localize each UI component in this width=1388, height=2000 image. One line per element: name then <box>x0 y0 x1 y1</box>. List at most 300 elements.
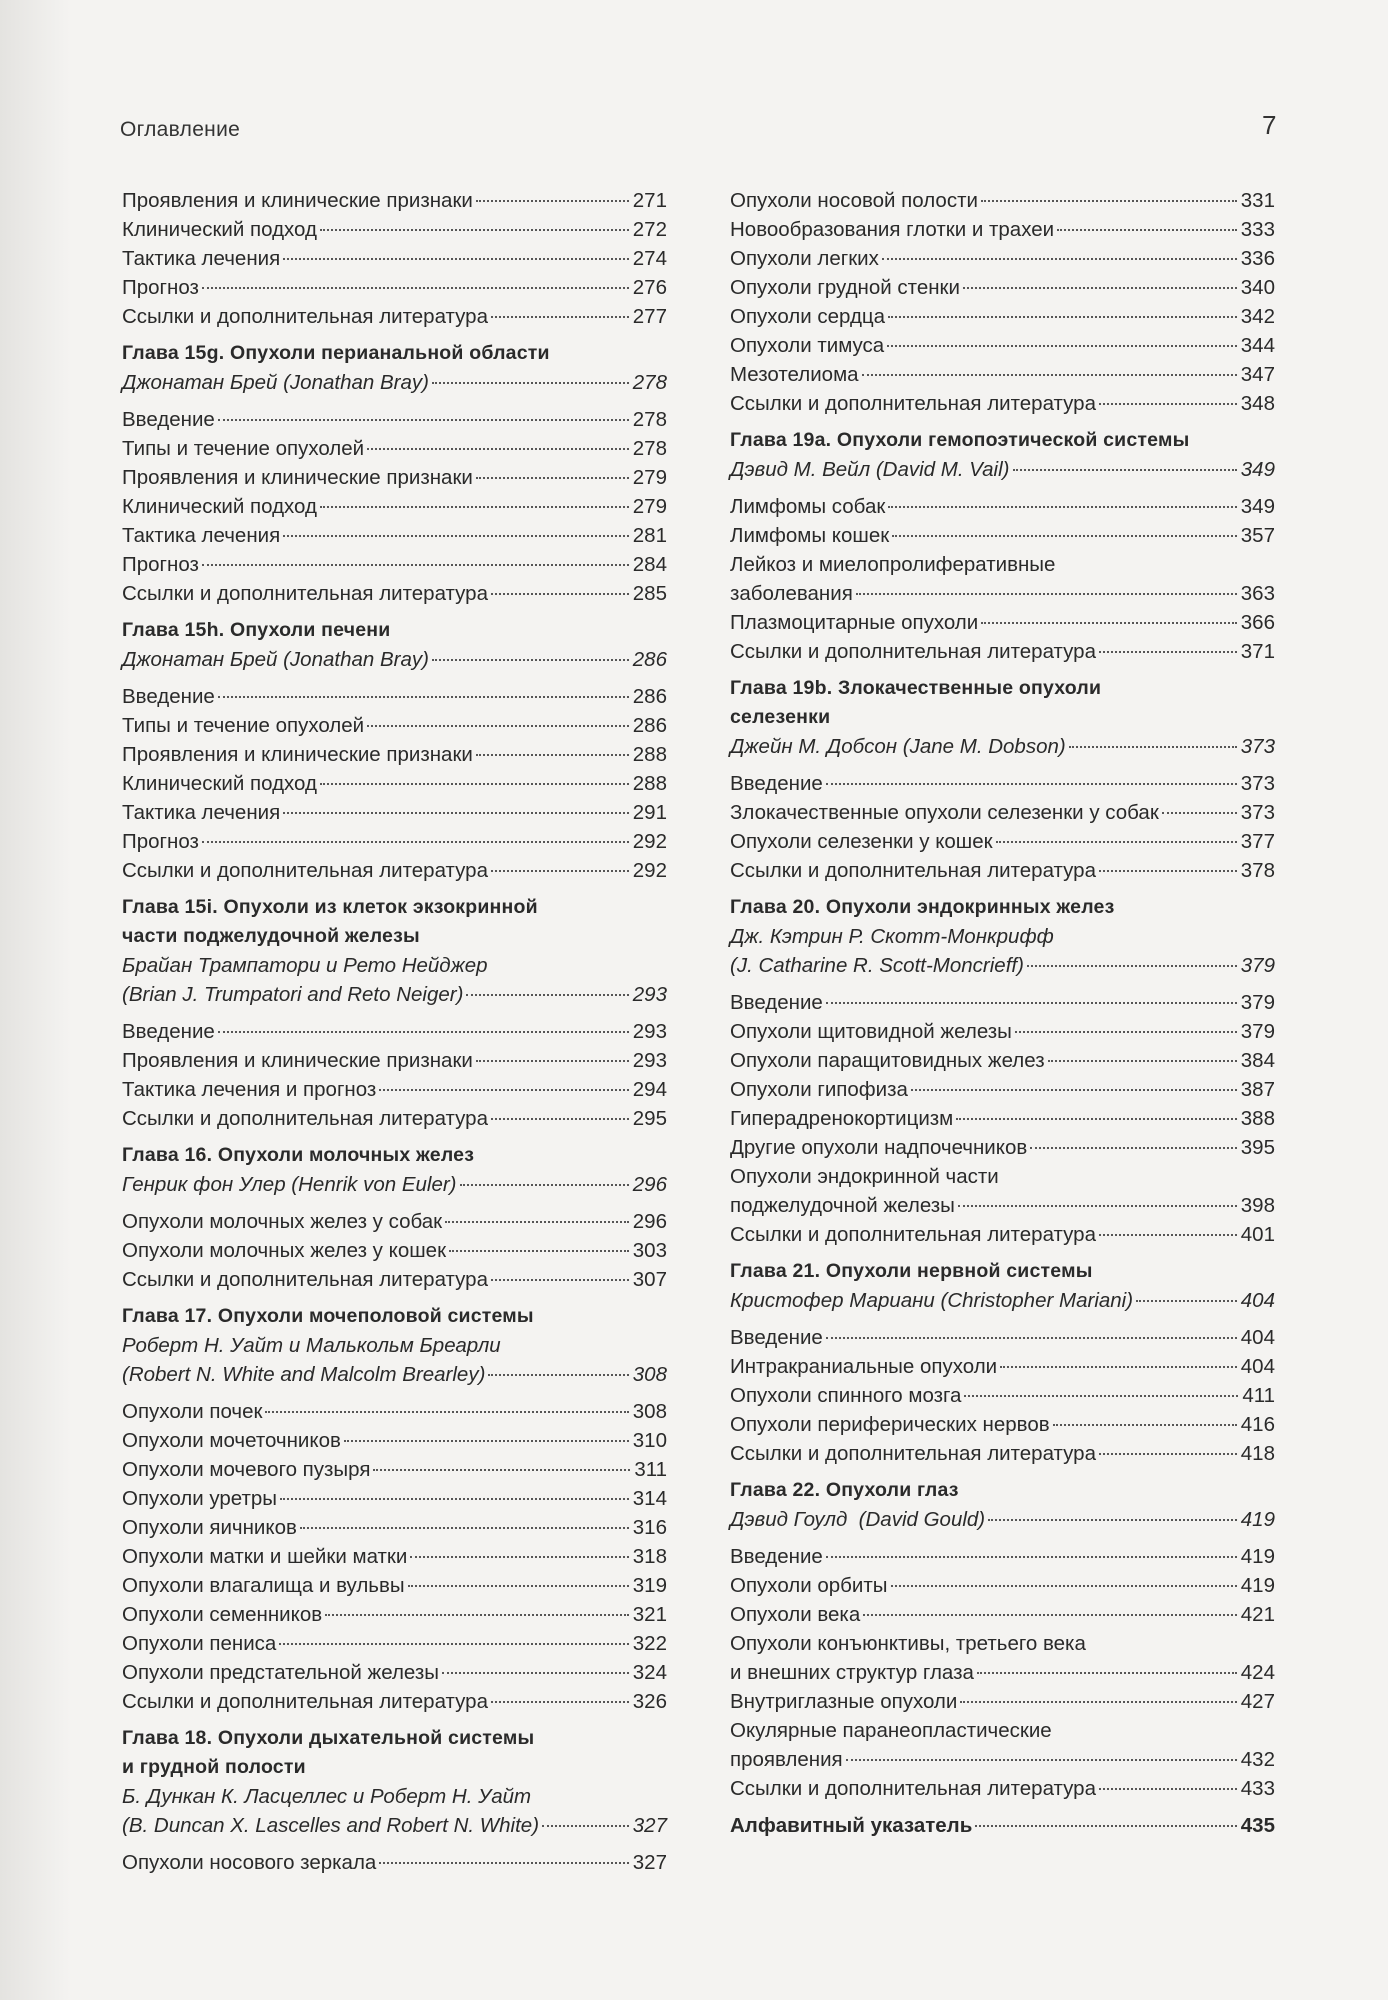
toc-entry-title: Ссылки и дополнительная литература <box>730 1442 1096 1465</box>
chapter-author[interactable]: Б. Дункан К. Ласцеллес и Роберт Н. Уайт <box>122 1785 532 1808</box>
toc-entry[interactable] <box>730 1439 1275 1468</box>
dot-leader <box>826 783 1237 785</box>
dot-leader <box>862 374 1237 376</box>
toc-entry-title: Опухоли спинного мозга <box>730 1384 962 1407</box>
toc-entry[interactable] <box>122 1207 667 1236</box>
toc-entry-page: 292 <box>632 830 667 853</box>
toc-entry-page: 387 <box>1240 1078 1275 1101</box>
chapter-title[interactable]: Глава 22. Опухоли глаз <box>730 1479 959 1501</box>
toc-entry[interactable] <box>730 1542 1275 1571</box>
dot-leader <box>826 1337 1237 1339</box>
dot-leader <box>1099 1788 1237 1790</box>
toc-entry-title: Типы и течение опухолей <box>122 437 365 460</box>
toc-entry-page: 286 <box>632 685 667 708</box>
toc-entry[interactable]: Лейкоз и миелопролиферативные <box>730 553 1056 576</box>
toc-entry-title: Плазмоцитарные опухоли <box>730 611 979 634</box>
dot-leader <box>202 564 629 566</box>
toc-entry-title: Прогноз <box>122 830 199 853</box>
toc-entry[interactable] <box>122 769 667 798</box>
toc-entry[interactable] <box>730 1046 1275 1075</box>
toc-entry-page: 411 <box>1242 1384 1275 1407</box>
toc-entry-title: Прогноз <box>122 276 199 299</box>
toc-entry[interactable] <box>122 1848 667 1877</box>
chapter-15g <box>122 339 667 608</box>
toc-entry-page: 342 <box>1240 305 1275 328</box>
dot-leader <box>996 841 1237 843</box>
chapter-title[interactable]: Глава 18. Опухоли дыхательной системы <box>122 1727 535 1749</box>
chapter-title[interactable]: Глава 17. Опухоли мочеполовой системы <box>122 1305 534 1327</box>
toc-entry-cont[interactable]: заболевания 363 <box>730 582 1275 605</box>
toc-entry[interactable] <box>730 186 1275 215</box>
toc-entry[interactable] <box>122 1075 667 1104</box>
toc-entry[interactable] <box>122 579 667 608</box>
toc-entry-title: Опухоли мочеточников <box>122 1429 341 1452</box>
toc-entry[interactable] <box>730 988 1275 1017</box>
toc-entry-title: Лимфомы собак <box>730 495 886 518</box>
toc-entry-title: Ссылки и дополнительная литература <box>730 1223 1096 1246</box>
toc-entry-title: Опухоли молочных желез у собак <box>122 1210 443 1233</box>
dot-leader <box>280 1498 629 1500</box>
dot-leader <box>476 754 629 756</box>
toc-entry-page: 272 <box>632 218 667 241</box>
toc-entry-title: Опухоли молочных желез у кошек <box>122 1239 447 1262</box>
toc-entry-title: Клинический подход <box>122 218 317 241</box>
toc-entry-page: 379 <box>1240 991 1275 1014</box>
dot-leader <box>1099 403 1237 405</box>
toc-entry-page: 373 <box>1240 801 1275 824</box>
page-number: 7 <box>1262 110 1277 140</box>
toc-entry-page: 373 <box>1240 772 1275 795</box>
chapter-title-cont[interactable]: селезенки <box>730 706 831 728</box>
toc-entry-title: Опухоли пениса <box>122 1632 277 1655</box>
toc-entry[interactable] <box>730 827 1275 856</box>
chapter-author-cont[interactable]: (J. Catharine R. Scott-Moncrieff) 379 <box>730 954 1275 977</box>
toc-entry-page: 416 <box>1240 1413 1275 1436</box>
toc-entry-page: 277 <box>632 305 667 328</box>
toc-entry[interactable] <box>122 1542 667 1571</box>
toc-entry-title: Мезотелиома <box>730 363 859 386</box>
chapter-title[interactable]: Глава 16. Опухоли молочных желез <box>122 1144 475 1166</box>
toc-entry-page: 279 <box>632 495 667 518</box>
toc-entry[interactable] <box>122 1046 667 1075</box>
toc-entry[interactable] <box>122 550 667 579</box>
toc-entry[interactable] <box>730 1381 1275 1410</box>
toc-entry-page: 333 <box>1240 218 1275 241</box>
toc-entry[interactable]: Опухоли эндокринной части <box>730 1165 999 1188</box>
toc-entry-page: 336 <box>1240 247 1275 270</box>
toc-entry[interactable]: Окулярные паранеопластические <box>730 1719 1052 1742</box>
toc-entry[interactable] <box>122 1397 667 1426</box>
chapter-20 <box>730 893 1275 1249</box>
toc-entry[interactable] <box>730 1352 1275 1381</box>
dot-leader <box>491 1279 629 1281</box>
toc-entry[interactable] <box>730 521 1275 550</box>
toc-entry-title: Злокачественные опухоли селезенки у собак <box>730 801 1159 824</box>
alphabetical-index[interactable]: Алфавитный указатель 435 <box>730 1814 1275 1837</box>
dot-leader <box>1048 1060 1237 1062</box>
toc-entry-title: Опухоли влагалища и вульвы <box>122 1574 405 1597</box>
chapter-21 <box>730 1257 1275 1468</box>
toc-entry[interactable] <box>122 405 667 434</box>
toc-entry-page: 348 <box>1240 392 1275 415</box>
dot-leader <box>367 448 629 450</box>
toc-entry-page: 378 <box>1240 859 1275 882</box>
toc-entry-title: Опухоли щитовидной железы <box>730 1020 1012 1043</box>
toc-entry-title: Введение <box>122 1020 215 1043</box>
toc-entry-title: Типы и течение опухолей <box>122 714 365 737</box>
toc-entry-page: 340 <box>1240 276 1275 299</box>
toc-entry-title: Введение <box>730 1326 823 1349</box>
dot-leader <box>887 345 1237 347</box>
dot-leader <box>1162 812 1237 814</box>
dot-leader <box>1000 1366 1237 1368</box>
dot-leader <box>408 1585 629 1587</box>
toc-entry[interactable] <box>730 492 1275 521</box>
toc-entry-page: 288 <box>632 743 667 766</box>
toc-entry[interactable] <box>730 244 1275 273</box>
toc-entry[interactable] <box>122 1484 667 1513</box>
toc-entry-page: 433 <box>1240 1777 1275 1800</box>
toc-right-column <box>730 186 1275 1840</box>
toc-entry-title: Прогноз <box>122 553 199 576</box>
dot-leader <box>325 1614 629 1616</box>
chapter-title[interactable]: Глава 15i. Опухоли из клеток экзокринной <box>122 896 538 918</box>
dot-leader <box>476 1060 629 1062</box>
toc-entry-title: Опухоли селезенки у кошек <box>730 830 993 853</box>
toc-entry-page: 278 <box>632 437 667 460</box>
toc-entry[interactable]: Опухоли конъюнктивы, третьего века <box>730 1632 1086 1655</box>
dot-leader <box>882 258 1237 260</box>
dot-leader <box>445 1221 629 1223</box>
toc-entry-page: 331 <box>1240 189 1275 212</box>
toc-entry-title: Опухоли сердца <box>730 305 886 328</box>
toc-entry-page: 295 <box>632 1107 667 1130</box>
toc-entry-title: Ссылки и дополнительная литература <box>730 1777 1096 1800</box>
toc-entry[interactable] <box>122 827 667 856</box>
toc-entry-title: Проявления и клинические признаки <box>122 743 473 766</box>
toc-entry-title: Ссылки и дополнительная литература <box>122 1690 488 1713</box>
toc-entry-page: 311 <box>634 1458 667 1481</box>
dot-leader <box>956 1118 1237 1120</box>
dot-leader <box>279 1643 628 1645</box>
toc-entry[interactable] <box>122 215 667 244</box>
chapter-title[interactable]: Глава 21. Опухоли нервной системы <box>730 1260 1093 1282</box>
toc-entry-title: Опухоли тимуса <box>730 334 885 357</box>
toc-entry[interactable] <box>122 740 667 769</box>
dot-leader <box>964 1395 1238 1397</box>
dot-leader <box>202 841 629 843</box>
dot-leader <box>826 1556 1237 1558</box>
dot-leader <box>283 812 629 814</box>
dot-leader <box>491 316 629 318</box>
chapter-title[interactable]: Глава 20. Опухоли эндокринных желез <box>730 896 1115 918</box>
toc-entry-title: Опухоли носового зеркала <box>122 1851 377 1874</box>
toc-entry-title: Опухоли почек <box>122 1400 263 1423</box>
toc-entry-page: 344 <box>1240 334 1275 357</box>
dot-leader <box>344 1440 629 1442</box>
dot-leader <box>283 258 629 260</box>
toc-entry-title: Гиперадренокортицизм <box>730 1107 954 1130</box>
toc-entry-page: 419 <box>1240 1545 1275 1568</box>
dot-leader <box>1099 870 1237 872</box>
toc-entry-title: Опухоли грудной стенки <box>730 276 960 299</box>
chapter-title-cont[interactable]: части поджелудочной железы <box>122 925 420 947</box>
toc-entry-title: Внутриглазные опухоли <box>730 1690 958 1713</box>
dot-leader <box>491 1701 629 1703</box>
toc-entry-title: Опухоли носовой полости <box>730 189 978 212</box>
toc-entry-page: 285 <box>632 582 667 605</box>
dot-leader <box>491 593 629 595</box>
chapter-author-cont[interactable]: (Brian J. Trumpatori and Reto Neiger) 293 <box>122 983 667 1006</box>
dot-leader <box>1053 1424 1237 1426</box>
toc-entry-page: 286 <box>632 714 667 737</box>
toc-entry-page: 418 <box>1240 1442 1275 1465</box>
toc-entry[interactable] <box>122 1455 667 1484</box>
dot-leader <box>265 1411 628 1413</box>
toc-entry[interactable] <box>730 1220 1275 1249</box>
toc-entry-page: 401 <box>1240 1223 1275 1246</box>
toc-entry-page: 314 <box>632 1487 667 1510</box>
chapter-title[interactable]: Глава 19а. Опухоли гемопоэтической системы <box>730 429 1190 451</box>
toc-entry-title: Опухоли паращитовидных желез <box>730 1049 1045 1072</box>
toc-entry[interactable] <box>122 1629 667 1658</box>
toc-entry-title: Клинический подход <box>122 772 317 795</box>
toc-entry-page: 321 <box>632 1603 667 1626</box>
toc-entry-title: Лимфомы кошек <box>730 524 890 547</box>
toc-entry-page: 319 <box>632 1574 667 1597</box>
toc-entry[interactable] <box>730 273 1275 302</box>
toc-entry-page: 357 <box>1240 524 1275 547</box>
index-entry <box>730 1811 1275 1840</box>
toc-entry-page: 316 <box>632 1516 667 1539</box>
toc-entry-title: Ссылки и дополнительная литература <box>122 859 488 882</box>
toc-entry-page: 371 <box>1240 640 1275 663</box>
chapter-17 <box>122 1302 667 1716</box>
toc-entry-title: Введение <box>730 772 823 795</box>
toc-entry-page: 274 <box>632 247 667 270</box>
toc-entry[interactable] <box>122 1104 667 1133</box>
toc-entry[interactable] <box>122 244 667 273</box>
toc-entry[interactable] <box>730 769 1275 798</box>
chapter-16 <box>122 1141 667 1294</box>
toc-entry-title: Введение <box>122 685 215 708</box>
toc-entry[interactable] <box>730 389 1275 418</box>
toc-entry[interactable] <box>122 1426 667 1455</box>
toc-entry[interactable] <box>122 856 667 885</box>
toc-entry[interactable] <box>122 711 667 740</box>
toc-entry[interactable] <box>730 1104 1275 1133</box>
toc-entry[interactable] <box>122 1687 667 1716</box>
chapter-author[interactable]: Джонатан Брей (Jonathan Bray) 286 <box>122 648 667 671</box>
dot-leader <box>218 1031 629 1033</box>
dot-leader <box>202 287 629 289</box>
toc-entry-page: 276 <box>632 276 667 299</box>
dot-leader <box>911 1089 1237 1091</box>
toc-entry-title: Опухоли легких <box>730 247 879 270</box>
dot-leader <box>891 1585 1237 1587</box>
toc-entry-title: Ссылки и дополнительная литература <box>122 1107 488 1130</box>
running-head: Оглавление <box>120 118 241 141</box>
toc-entry-page: 293 <box>632 1020 667 1043</box>
toc-entry-title: Тактика лечения <box>122 247 281 270</box>
toc-entry[interactable] <box>730 1017 1275 1046</box>
dot-leader <box>1057 229 1237 231</box>
toc-entry-page: 404 <box>1240 1355 1275 1378</box>
toc-entry-title: Опухоли предстательной железы <box>122 1661 440 1684</box>
chapter-19b <box>730 674 1275 885</box>
toc-entry-page: 327 <box>632 1851 667 1874</box>
toc-entry[interactable] <box>730 1410 1275 1439</box>
toc-entry[interactable] <box>122 1236 667 1265</box>
chapter-22 <box>730 1476 1275 1803</box>
toc-entry[interactable] <box>730 637 1275 666</box>
toc-entry-title: Опухоли уретры <box>122 1487 278 1510</box>
chapter-author[interactable]: Кристофер Мариани (Christopher Mariani) 404 <box>730 1289 1275 1312</box>
dot-leader <box>379 1089 628 1091</box>
toc-entry[interactable] <box>730 1133 1275 1162</box>
toc-entry[interactable] <box>122 186 667 215</box>
toc-entry-title: Введение <box>122 408 215 431</box>
toc-entry-title: Опухоли гипофиза <box>730 1078 908 1101</box>
chapter-author[interactable]: Дэвид Гоулд (David Gould) 419 <box>730 1508 1275 1531</box>
toc-entry[interactable] <box>730 1600 1275 1629</box>
toc-entry-title: Опухоли периферических нервов <box>730 1413 1050 1436</box>
chapter-author[interactable]: Джонатан Брей (Jonathan Bray) 278 <box>122 371 667 394</box>
toc-entry[interactable] <box>122 1265 667 1294</box>
dot-leader <box>320 229 629 231</box>
chapter-author[interactable]: Дж. Кэтрин Р. Скотт-Монкрифф <box>730 925 1054 948</box>
toc-entry[interactable] <box>730 1571 1275 1600</box>
dot-leader <box>1099 1234 1237 1236</box>
dot-leader <box>981 622 1237 624</box>
toc-entry[interactable] <box>122 1017 667 1046</box>
dot-leader <box>1099 651 1237 653</box>
chapter-19a <box>730 426 1275 666</box>
toc-entry[interactable] <box>730 1075 1275 1104</box>
toc-entry[interactable] <box>730 215 1275 244</box>
toc-entry[interactable] <box>122 682 667 711</box>
toc-entry[interactable] <box>122 1658 667 1687</box>
chapter-title[interactable]: Глава 15h. Опухоли печени <box>122 619 391 641</box>
chapter-title-cont[interactable]: и грудной полости <box>122 1756 306 1778</box>
toc-entry[interactable] <box>122 492 667 521</box>
chapter-author-cont[interactable]: (B. Duncan X. Lascelles and Robert N. White) 327 <box>122 1814 667 1837</box>
toc-entry-page: 296 <box>632 1210 667 1233</box>
dot-leader <box>892 535 1237 537</box>
chapter-author[interactable]: Генрик фон Улер (Henrik von Euler) 296 <box>122 1173 667 1196</box>
dot-leader <box>283 535 629 537</box>
dot-leader <box>863 1614 1237 1616</box>
toc-entry-page: 318 <box>632 1545 667 1568</box>
chapter-title[interactable]: Глава 19b. Злокачественные опухоли <box>730 677 1102 699</box>
toc-entry[interactable] <box>122 434 667 463</box>
toc-left-column <box>122 186 667 1877</box>
toc-entry-cont[interactable]: и внешних структур глаза 424 <box>730 1661 1275 1684</box>
dot-leader <box>410 1556 628 1558</box>
dot-leader <box>218 419 629 421</box>
toc-entry-page: 322 <box>632 1632 667 1655</box>
toc-entry[interactable] <box>730 608 1275 637</box>
toc-entry-title: Ссылки и дополнительная литература <box>122 582 488 605</box>
toc-entry-title: Ссылки и дополнительная литература <box>122 1268 488 1291</box>
toc-entry-cont[interactable]: проявления 432 <box>730 1748 1275 1771</box>
toc-entry-page: 377 <box>1240 830 1275 853</box>
toc-entry-title: Опухоли орбиты <box>730 1574 888 1597</box>
toc-entry-title: Опухоли яичников <box>122 1516 297 1539</box>
toc-entry-page: 349 <box>1240 495 1275 518</box>
toc-entry-cont[interactable]: поджелудочной железы 398 <box>730 1194 1275 1217</box>
toc-entry[interactable] <box>122 1571 667 1600</box>
toc-entry-page: 279 <box>632 466 667 489</box>
toc-entry-page: 288 <box>632 772 667 795</box>
toc-entry[interactable] <box>122 273 667 302</box>
toc-entry[interactable] <box>122 302 667 331</box>
chapter-author[interactable]: Дэвид М. Вейл (David M. Vail) 349 <box>730 458 1275 481</box>
toc-entry-page: 281 <box>632 524 667 547</box>
toc-entry-page: 324 <box>632 1661 667 1684</box>
toc-entry[interactable] <box>730 331 1275 360</box>
chapter-title[interactable]: Глава 15g. Опухоли перианальной области <box>122 342 550 364</box>
toc-entry[interactable] <box>122 521 667 550</box>
toc-entry[interactable] <box>122 1513 667 1542</box>
toc-entry[interactable] <box>730 798 1275 827</box>
toc-entry[interactable] <box>730 1323 1275 1352</box>
toc-entry-page: 307 <box>632 1268 667 1291</box>
toc-entry-title: Интракраниальные опухоли <box>730 1355 998 1378</box>
toc-entry[interactable] <box>730 360 1275 389</box>
toc-entry-title: Новообразования глотки и трахеи <box>730 218 1055 241</box>
chapter-author[interactable]: Брайан Трампатори и Рето Нейджер <box>122 954 488 977</box>
dot-leader <box>218 696 629 698</box>
dot-leader <box>963 287 1237 289</box>
toc-entry[interactable] <box>122 463 667 492</box>
dot-leader <box>367 725 629 727</box>
toc-entry-title: Проявления и клинические признаки <box>122 189 473 212</box>
toc-entry[interactable] <box>122 798 667 827</box>
chapter-author[interactable]: Роберт Н. Уайт и Малькольм Бреарли <box>122 1334 501 1357</box>
toc-entry-page: 291 <box>632 801 667 824</box>
toc-entry-title: Опухоли века <box>730 1603 861 1626</box>
toc-entry-title: Опухоли матки и шейки матки <box>122 1545 408 1568</box>
toc-entry-page: 384 <box>1240 1049 1275 1072</box>
toc-entry-page: 427 <box>1240 1690 1275 1713</box>
toc-entry[interactable] <box>730 856 1275 885</box>
toc-entry-page: 308 <box>632 1400 667 1423</box>
toc-entry[interactable] <box>122 1600 667 1629</box>
chapter-15i <box>122 893 667 1133</box>
toc-entry-title: Введение <box>730 991 823 1014</box>
toc-entry-page: 347 <box>1240 363 1275 386</box>
toc-entry-title: Клинический подход <box>122 495 317 518</box>
toc-entry[interactable] <box>730 302 1275 331</box>
dot-leader <box>826 1002 1237 1004</box>
toc-entry[interactable] <box>730 1774 1275 1803</box>
chapter-author-cont[interactable]: (Robert N. White and Malcolm Brearley) 308 <box>122 1363 667 1386</box>
toc-entry-page: 388 <box>1240 1107 1275 1130</box>
toc-entry-title: Ссылки и дополнительная литература <box>730 859 1096 882</box>
toc-entry-page: 404 <box>1240 1326 1275 1349</box>
toc-entry-page: 292 <box>632 859 667 882</box>
toc-entry-title: Ссылки и дополнительная литература <box>730 392 1096 415</box>
chapter-author[interactable]: Джейн М. Добсон (Jane M. Dobson) 373 <box>730 735 1275 758</box>
toc-entry[interactable] <box>730 1687 1275 1716</box>
toc-entry-title: Ссылки и дополнительная литература <box>122 305 488 328</box>
dot-leader <box>1030 1147 1237 1149</box>
toc-entry-page: 278 <box>632 408 667 431</box>
dot-leader <box>300 1527 629 1529</box>
toc-entry-page: 395 <box>1240 1136 1275 1159</box>
toc-entry-title: Проявления и клинические признаки <box>122 1049 473 1072</box>
